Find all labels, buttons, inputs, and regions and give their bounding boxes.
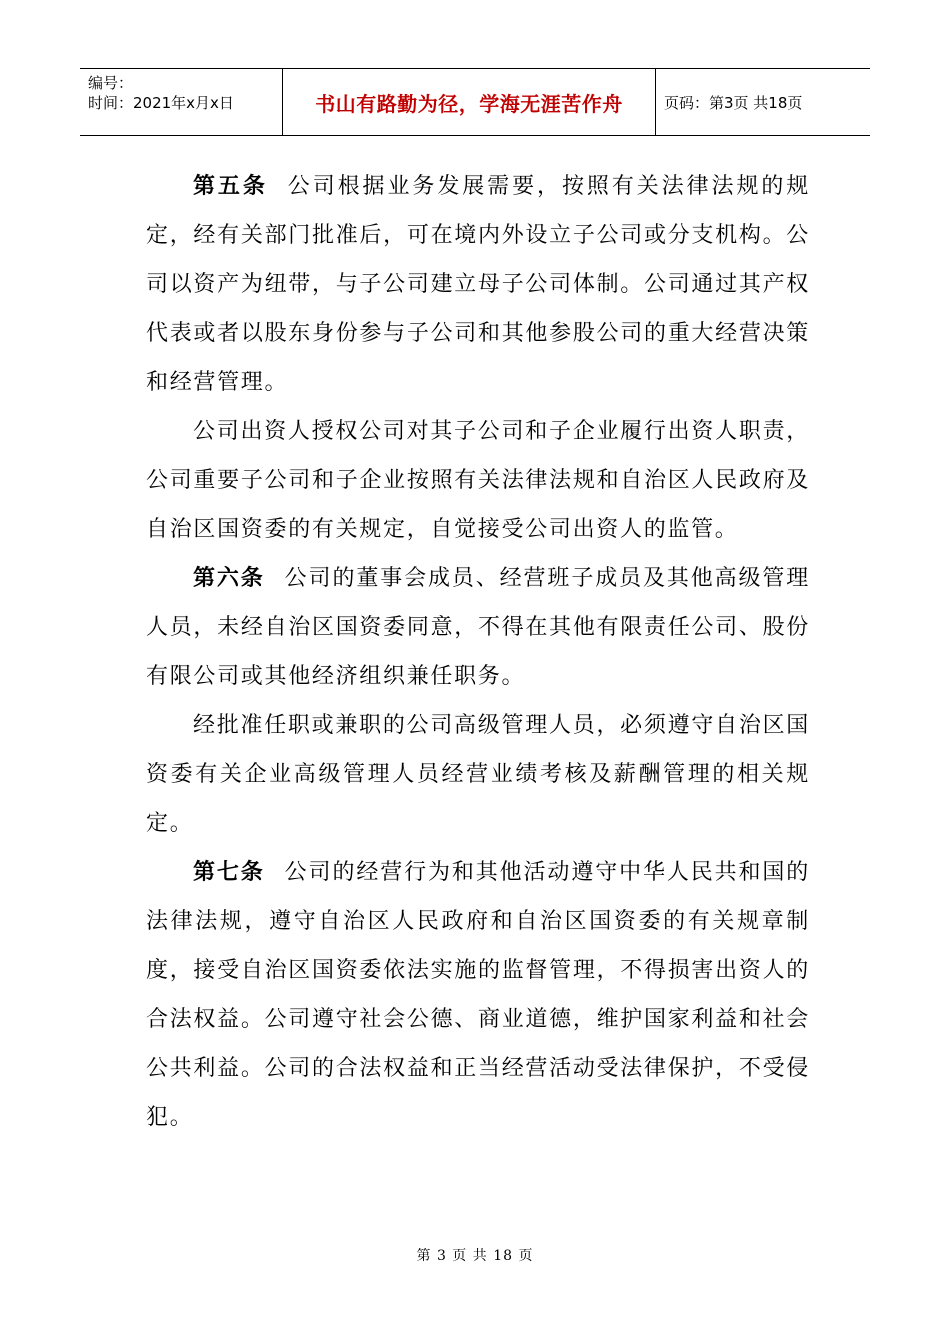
article-heading: 第五条 <box>193 174 268 199</box>
paragraph-text: 公司根据业务发展需要，按照有关法律法规的规定，经有关部门批准后，可在境内外设立子公司或分支机构。公司以资产为纽带，与子公司建立母子公司体制。公司通过其产权代表或者以股东身份参与子公司和其他参股公司的重大经营决策和经营管理。 <box>146 174 810 395</box>
paragraph-article-5 <box>146 162 810 407</box>
paragraph-article-6 <box>146 554 810 701</box>
page-footer: 第 3 页 共 18 页 <box>416 1248 534 1264</box>
paragraph-article-7 <box>146 848 810 1142</box>
number-label: 编号： <box>88 74 134 92</box>
document-body <box>146 162 810 1142</box>
paragraph-text: 经批准任职或兼职的公司高级管理人员，必须遵守自治区国资委有关企业高级管理人员经营业绩考核及薪酬管理的相关规定。 <box>146 713 810 836</box>
document-header <box>80 68 870 136</box>
paragraph-article-5-cont <box>146 407 810 554</box>
article-heading: 第七条 <box>193 860 265 885</box>
paragraph-article-6-cont <box>146 701 810 848</box>
paragraph-text: 公司的董事会成员、经营班子成员及其他高级管理人员，未经自治区国资委同意，不得在其他有限责任公司、股份有限公司或其他经济组织兼任职务。 <box>146 566 810 689</box>
header-meta <box>80 69 282 135</box>
time-label: 时间：2021年x月x日 <box>88 94 234 112</box>
paragraph-text: 公司的经营行为和其他活动遵守中华人民共和国的法律法规，遵守自治区人民政府和自治区国资委的有关规章制度，接受自治区国资委依法实施的监督管理，不得损害出资人的合法权益。公司遵守社会公德、商业道德，维护国家利益和社会公共利益。公司的合法权益和正当经营活动受法律保护，不受侵犯。 <box>146 860 810 1130</box>
article-heading: 第六条 <box>193 566 265 591</box>
header-motto: 书山有路勤为径，学海无涯苦作舟 <box>282 69 656 135</box>
paragraph-text: 公司出资人授权公司对其子公司和子企业履行出资人职责，公司重要子公司和子企业按照有关法律法规和自治区人民政府及自治区国资委的有关规定，自觉接受公司出资人的监管。 <box>146 419 810 542</box>
header-page-info: 页码：第3页 共18页 <box>664 93 803 112</box>
